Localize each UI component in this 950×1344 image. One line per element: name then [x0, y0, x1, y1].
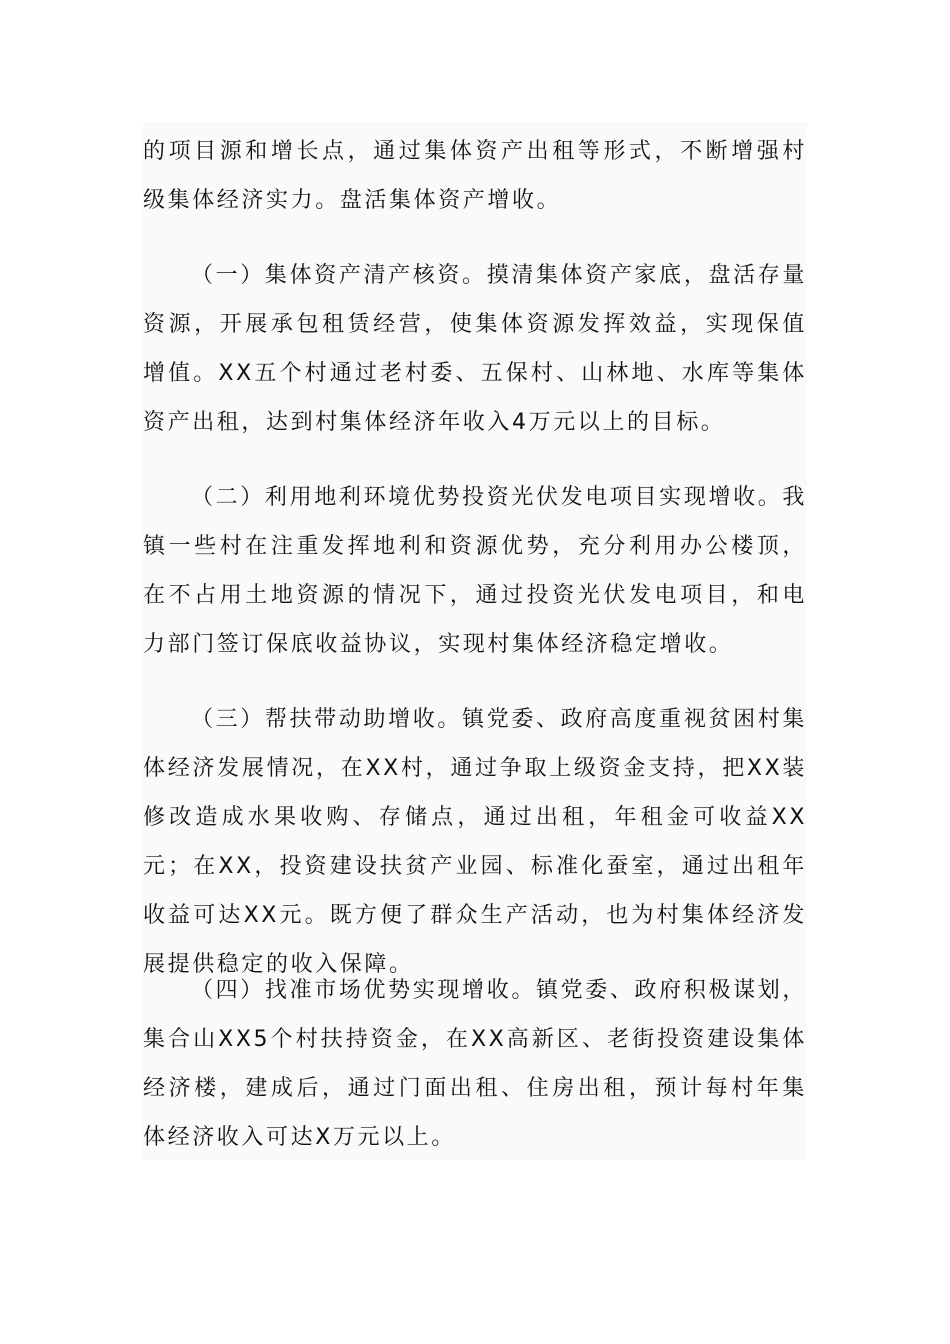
text-block	[143, 122, 807, 1160]
paragraph-section-4: （四）找准市场优势实现增收。镇党委、政府积极谋划，集合山XX5个村扶持资金，在XX高新区、老街投资建设集体经济楼，建成后，通过门面出租、住房出租，预计每村年集体经济收入可达X万元以上。	[143, 978, 807, 1150]
paragraph-section-3: （三）帮扶带动助增收。镇党委、政府高度重视贫困村集体经济发展情况，在XX村，通过争取上级资金支持，把XX装修改造成水果收购、存储点，通过出租，年租金可收益XX元；在XX，投资建设扶贫产业园、标准化蚕室，通过出租年收益可达XX元。既方便了群众生产活动，也为村集体经济发展提供稳定的收入保障。	[143, 707, 807, 977]
paragraph-continued: 的项目源和增长点，通过集体资产出租等形式，不断增强村级集体经济实力。盘活集体资产增收。	[143, 139, 807, 213]
paragraph-section-1: （一）集体资产清产核资。摸清集体资产家底，盘活存量资源，开展承包租赁经营，使集体资源发挥效益，实现保值增值。XX五个村通过老村委、五保村、山林地、水库等集体资产出租，达到村集体经济年收入4万元以上的目标。	[143, 263, 807, 435]
paragraph-section-2: （二）利用地利环境优势投资光伏发电项目实现增收。我镇一些村在注重发挥地利和资源优势，充分利用办公楼顶，在不占用土地资源的情况下，通过投资光伏发电项目，和电力部门签订保底收益协议，实现村集体经济稳定增收。	[143, 485, 807, 657]
